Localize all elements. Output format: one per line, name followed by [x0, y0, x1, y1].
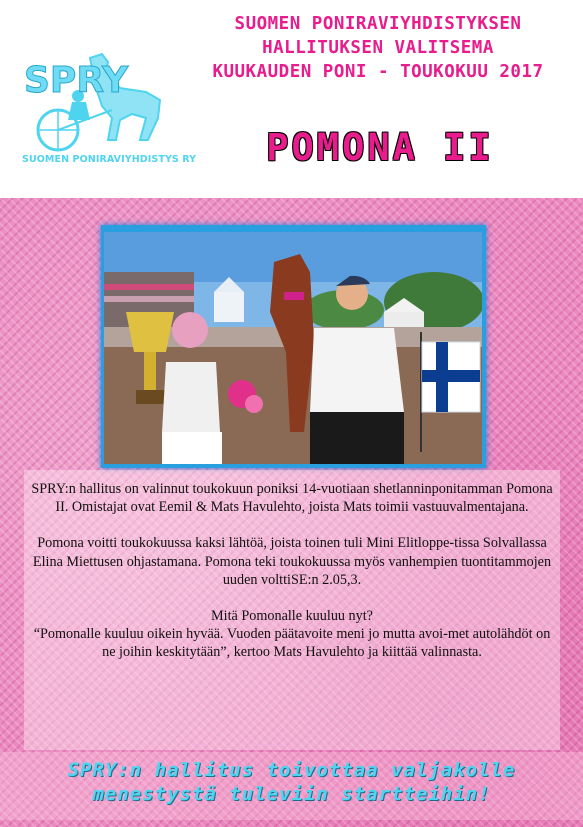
paragraph-quote: “Pomonalle kuuluu oikein hyvää. Vuoden päätavoite meni jo mutta avoi-met autolähdöt on ne joihin keskitytään”, kertoo Mats Havulehto ja kiittää valinnasta.	[33, 626, 551, 661]
article-body	[30, 480, 554, 680]
title-line-2: HALLITUKSEN VALITSEMA	[262, 38, 494, 58]
title-line-3: KUUKAUDEN PONI - TOUKOKUU 2017	[212, 62, 544, 82]
page-title	[180, 12, 576, 84]
harness-horse-icon	[20, 48, 172, 158]
logo-letters: SPRY	[24, 60, 129, 101]
winner-photo	[104, 232, 482, 464]
paragraph-2: Pomona voitti toukokuussa kaksi lähtöä, joista toinen tuli Mini Elitloppe-tissa Solvallassa Elina Miettusen ohjastamana. Pomona teki toukokuussa myös vanhempien tuontitammojen uuden volttiSE:n 2.05,3.	[32, 535, 552, 588]
pony-name: POMONA II	[266, 126, 494, 169]
paragraph-1: SPRY:n hallitus on valinnut toukokuun poniksi 14-vuotiaan shetlanninponitamman Pomona II. Omistajat ovat Eemil & Mats Havulehto, joista Mats toimii vastuuvalmentajana.	[31, 481, 553, 516]
spry-logo	[20, 48, 197, 174]
slogan-line-1: SPRY:n hallitus toivottaa valjakolle	[67, 759, 516, 781]
logo-caption: SUOMEN PONIRAVIYHDISTYS RY	[22, 154, 197, 165]
slogan	[0, 758, 583, 806]
slogan-line-2: menestystä tuleviin startteihin!	[92, 783, 491, 805]
paragraph-question: Mitä Pomonalle kuuluu nyt?	[211, 608, 373, 625]
header	[0, 0, 583, 198]
title-line-1: SUOMEN PONIRAVIYHDISTYKSEN	[234, 14, 522, 34]
